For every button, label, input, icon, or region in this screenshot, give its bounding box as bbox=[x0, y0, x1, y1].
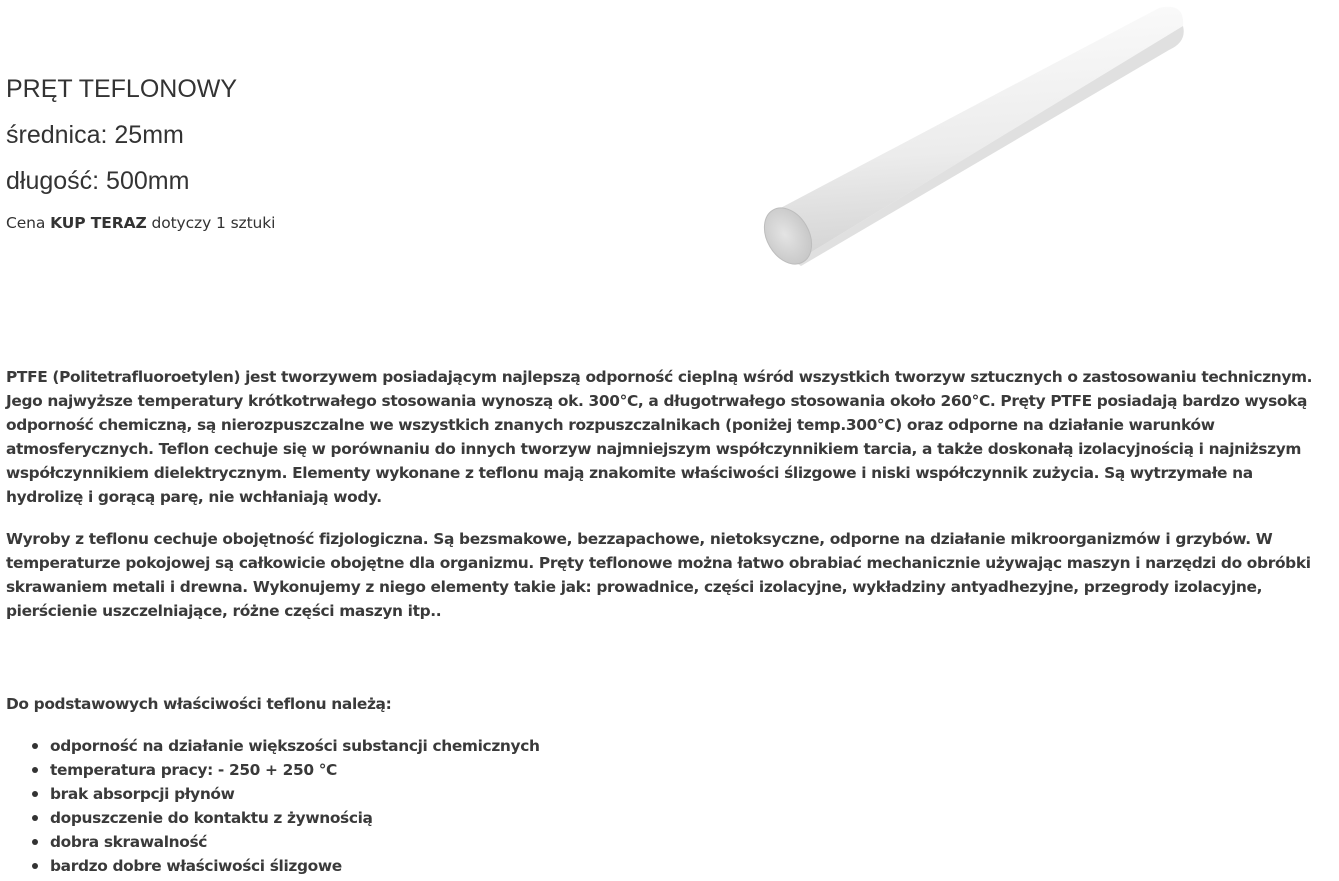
buy-now-label: KUP TERAZ bbox=[50, 214, 147, 232]
product-header bbox=[6, 66, 606, 232]
product-length: długość: 500mm bbox=[6, 167, 190, 195]
list-item bbox=[32, 854, 540, 878]
bullet-icon bbox=[32, 839, 38, 845]
bullet-icon bbox=[32, 767, 38, 773]
feature-text: dopuszczenie do kontaktu z żywnością bbox=[50, 809, 373, 827]
product-diameter: średnica: 25mm bbox=[6, 121, 184, 149]
list-item bbox=[32, 758, 540, 782]
price-note-prefix: Cena bbox=[6, 214, 51, 232]
feature-text: odporność na działanie większości substancji chemicznych bbox=[50, 737, 540, 755]
bullet-icon bbox=[32, 743, 38, 749]
feature-text: dobra skrawalność bbox=[50, 833, 208, 851]
feature-text: bardzo dobre właściwości ślizgowe bbox=[50, 857, 342, 875]
price-note bbox=[6, 214, 606, 232]
list-item bbox=[32, 830, 540, 854]
bullet-icon bbox=[32, 863, 38, 869]
description-paragraph-1: PTFE (Politetrafluoroetylen) jest tworzywem posiadającym najlepszą odporność cieplną wśród wszystkich tworzyw sztucznych o zastosowaniu technicznym. Jego najwyższe temperatury krótkotrwałego stosowania wynoszą ok. 300°C, a długotrwałego stosowania około 260°C. Pręty PTFE posiadają bardzo wysoką odporność chemiczną, są nierozpuszczalne we wszystkich znanych rozpuszczalnikach (poniżej temp.300°C) oraz odporne na działanie warunków atmosferycznych. Teflon cechuje się w porównaniu do innych tworzyw najmniejszym współczynnikiem tarcia, a także doskonałą izolacyjnością i najniższym współczynnikiem dielektrycznym. Elementy wykonane z teflonu mają znakomite właściwości ślizgowe i niski współczynnik zużycia. Są wytrzymałe na hydrolizę i gorącą parę, nie wchłaniają wody. bbox=[6, 368, 1313, 506]
price-note-suffix: dotyczy 1 sztuki bbox=[146, 214, 276, 232]
feature-text: temperatura pracy: - 250 + 250 °C bbox=[50, 761, 337, 779]
list-item bbox=[32, 782, 540, 806]
list-item bbox=[32, 806, 540, 830]
feature-text: brak absorpcji płynów bbox=[50, 785, 235, 803]
bullet-icon bbox=[32, 791, 38, 797]
bullet-icon bbox=[32, 815, 38, 821]
description-paragraph-2: Wyroby z teflonu cechuje obojętność fizjologiczna. Są bezsmakowe, bezzapachowe, nietoksyczne, odporne na działanie mikroorganizmów i grzybów. W temperaturze pokojowej są całkowicie obojętne dla organizmu. Pręty teflonowe można łatwo obrabiać mechanicznie używając maszyn i narzędzi do obróbki skrawaniem metali i drewna. Wykonujemy z niego elementy takie jak: prowadnice, części izolacyjne, wykładziny antyadhezyjne, przegrody izolacyjne, pierścienie uszczelniające, różne części maszyn itp.. bbox=[6, 530, 1311, 620]
features-heading: Do podstawowych właściwości teflonu należą: bbox=[6, 695, 392, 713]
list-item bbox=[32, 734, 540, 758]
product-title: PRĘT TEFLONOWY bbox=[6, 75, 238, 103]
features-list bbox=[32, 734, 540, 878]
rod-shape bbox=[755, 7, 1184, 273]
teflon-rod-image bbox=[755, 0, 1195, 275]
